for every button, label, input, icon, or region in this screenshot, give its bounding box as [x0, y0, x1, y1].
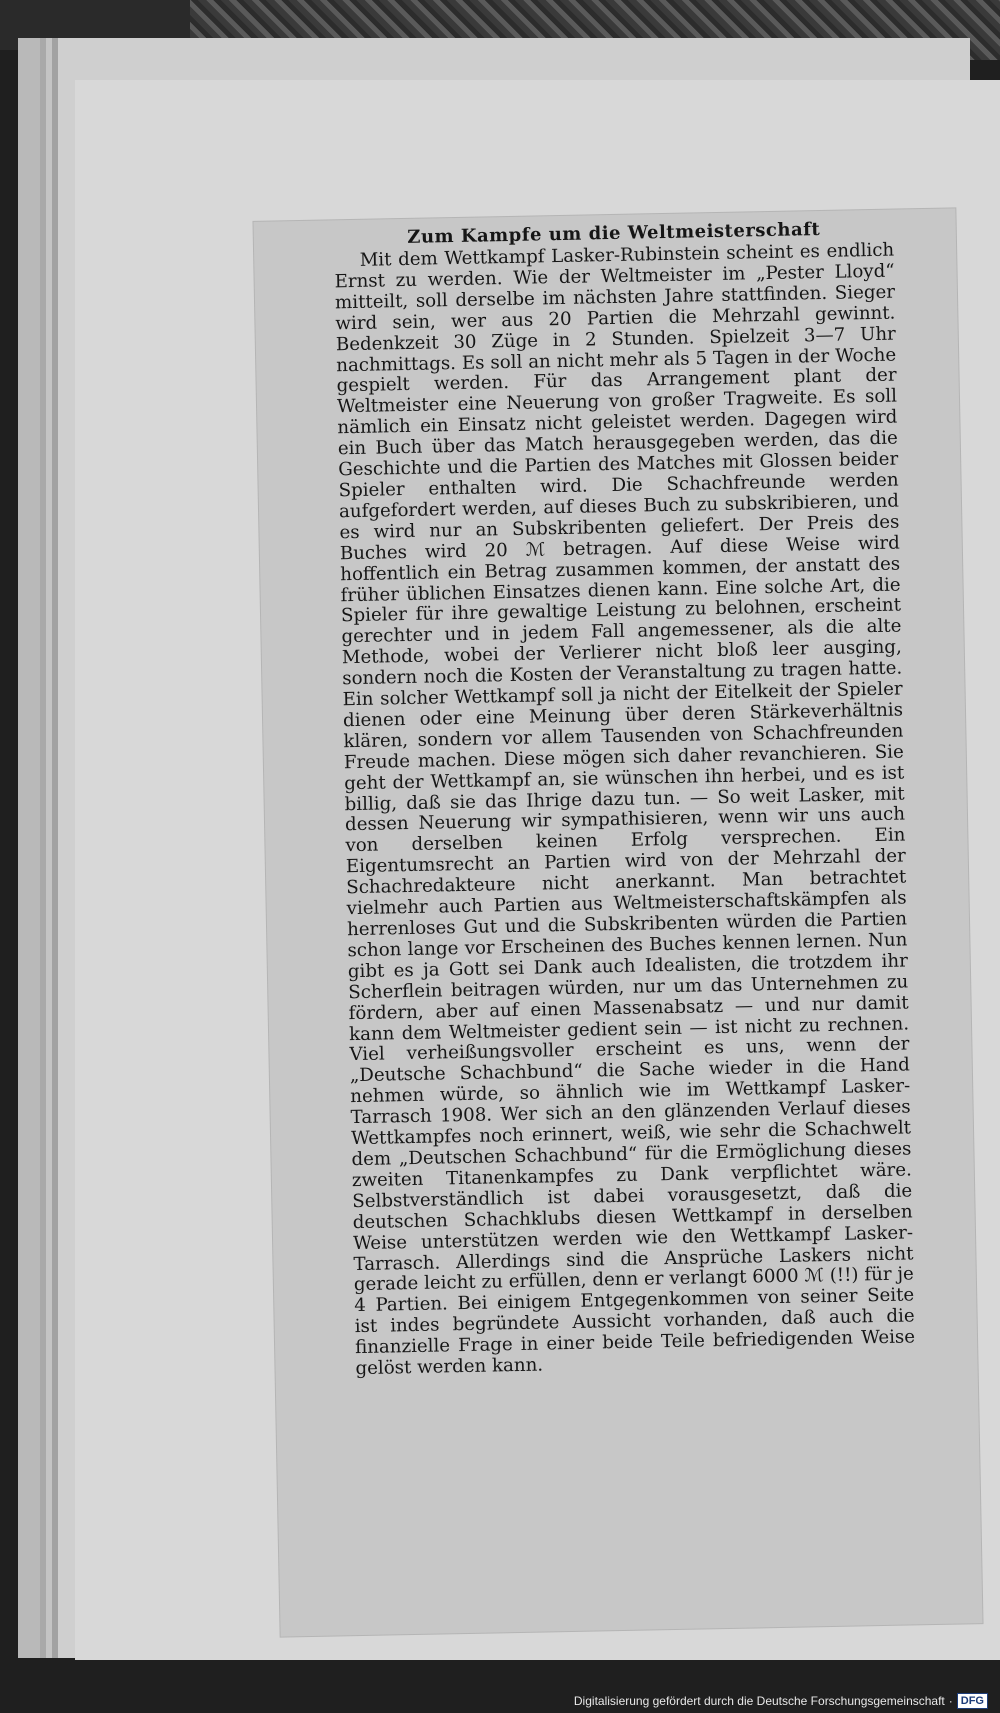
- credit-text: Digitalisierung gefördert durch die Deutsche Forschungsgemeinschaft: [573, 1694, 945, 1708]
- newspaper-clipping: [253, 208, 982, 1636]
- dfg-logo: DFG: [957, 1693, 988, 1709]
- digitization-credit: Digitalisierung gefördert durch die Deutsche Forschungsgemeinschaft · DFG: [574, 1693, 988, 1709]
- scrapbook-page: [75, 80, 1000, 1660]
- article: [334, 218, 916, 1380]
- article-body: Mit dem Wettkampf Lasker-Rubinstein scheint es endlich Ernst zu werden. Wie der Weltmeister im „Pester Lloyd“ mitteilt, soll derselbe im nächsten Jahre stattfinden. Sieger wird sein, wer aus 20 Partien die Mehrzahl gewinnt. Bedenkzeit 30 Züge in 2 Stunden. Spielzeit 3—7 Uhr nachmittags. Es soll an nicht mehr als 5 Tagen in der Woche gespielt werden. Für das Arrangement plant der Weltmeister eine Neuerung von großer Tragweite. Es soll nämlich ein Einsatz nicht geleistet werden. Dagegen wird ein Buch über das Match herausgegeben werden, das die Geschichte und die Partien des Matches mit Glossen beider Spieler enthalten wird. Die Schachfreunde werden aufgefordert werden, auf dieses Buch zu subskribieren, und es wird nur an Subskribenten geliefert. Der Preis des Buches wird 20 ℳ betragen. Auf diese Weise wird hoffentlich ein Betrag zusammen kommen, der anstatt des früher üblichen Einsatzes dienen kann. Eine solche Art, die Spieler für ihre gewaltige Leistung zu belohnen, erscheint gerechter und in jedem Fall angemessener, als die alte Methode, wobei der Verlierer nicht bloß leer ausging, sondern noch die Kosten der Veranstaltung zu tragen hatte. Ein solcher Wettkampf soll ja nicht der Eitelkeit der Spieler dienen oder eine Meinung über deren Stärkeverhältnis klären, sondern vor allem Tausenden von Schachfreunden Freude machen. Diese mögen sich daher revanchieren. Sie geht der Wettkampf an, sie wünschen ihn herbei, und es ist billig, daß sie das Ihrige dazu tun. — So weit Lasker, mit dessen Neuerung wir sympathisieren, wenn wir uns auch von derselben keinen Erfolg versprechen. Ein Eigentumsrecht an Partien wird von der Mehrzahl der Schachredakteure nicht anerkannt. Man betrachtet vielmehr auch Partien aus Weltmeisterschaftskämpfen als herrenloses Gut und die Subskribenten würden die Partien schon lange vor Erscheinen des Buches kennen lernen. Nun gibt es ja Gott sei Dank auch Idealisten, die trotzdem ihr Scherflein beitragen würden, nur um das Unternehmen zu fördern, aber auf einen Massenabsatz — und nur damit kann dem Weltmeister gedient sein — ist nicht zu rechnen. Viel verheißungsvoller erscheint es uns, wenn der „Deutsche Schachbund“ die Sache wieder in die Hand nehmen würde, so ähnlich wie im Wettkampf Lasker-Tarrasch 1908. Wer sich an den glänzenden Verlauf dieses Wettkampfes noch erinnert, weiß, wie sehr die Schachwelt dem „Deutschen Schachbund“ für die Ermöglichung dieses zweiten Titanenkampfes zu Dank verpflichtet wäre. Selbstverständlich ist dabei vorausgesetzt, daß die deutschen Schachklubs diesen Wettkampf in derselben Weise unterstützen werden wie den Wettkampf Lasker-Tarrasch. Allerdings sind die Ansprüche Laskers nicht gerade leicht zu erfüllen, denn er verlangt 6000 ℳ (!!) für je 4 Partien. Bei einigem Entgegenkommen von seiner Seite ist indes begründete Aussicht vorhanden, daß auch die finanzielle Frage in einer beide Teile befriedigenden Weise gelöst werden kann.: [334, 239, 916, 1380]
- article-title: Zum Kampfe um die Weltmeisterschaft: [407, 218, 821, 248]
